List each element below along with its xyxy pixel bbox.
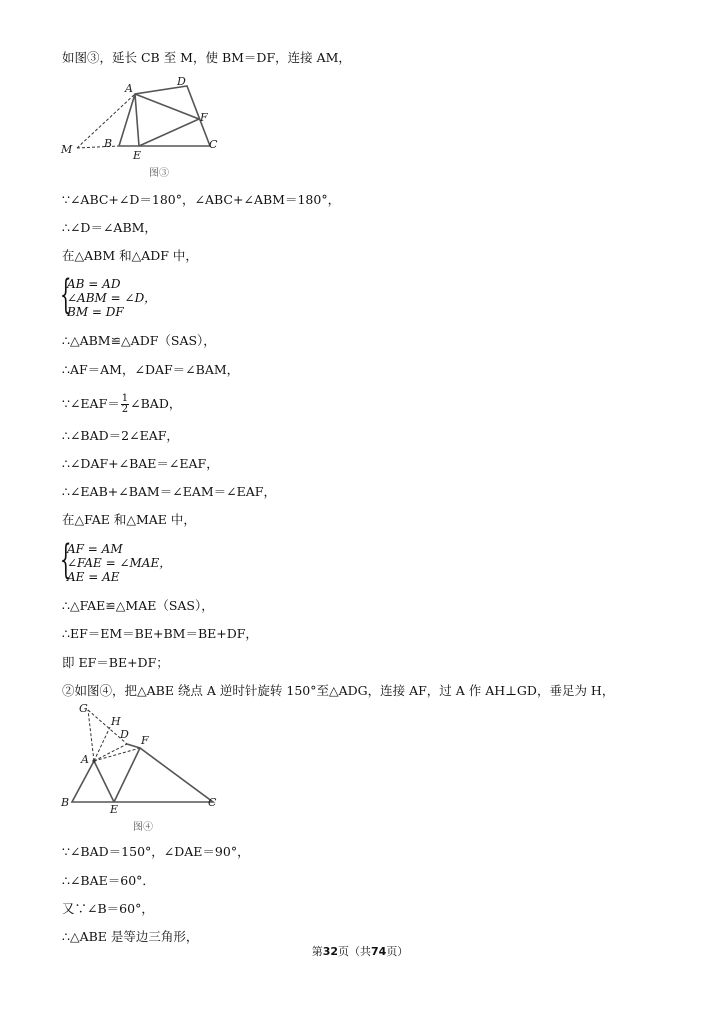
system-row: AE = AE <box>67 570 120 584</box>
figure-caption: 图③ <box>149 168 169 179</box>
text-line: ∴△ABE 是等边三角形， <box>62 929 199 944</box>
text-line: ∴∠D＝∠ABM， <box>62 220 157 235</box>
triangle-outline <box>72 748 213 802</box>
segment-ah <box>94 727 110 761</box>
segment-ef <box>139 119 199 146</box>
system-row: ∠ABM = ∠D， <box>67 291 157 305</box>
segment-ae <box>94 761 114 802</box>
system-row: BM = DF <box>67 305 124 319</box>
text-line: ∴AF＝AM，∠DAF＝∠BAM， <box>62 362 240 377</box>
brace: { <box>60 272 72 318</box>
text-line: ∴△ABM≌△ADF（SAS）， <box>62 333 216 348</box>
page-number: 32 <box>322 945 338 958</box>
figure-4 <box>55 700 230 840</box>
label-b: B <box>61 796 70 809</box>
text-line: 在△ABM 和△ADF 中， <box>62 248 198 263</box>
label-g: G <box>79 702 88 715</box>
text-line: 又∵∠B＝60°， <box>62 901 154 916</box>
label-c: C <box>208 796 217 809</box>
text-line: ②如图④，把△ABE 绕点 A 逆时针旋转 150°至△ADG，连接 AF，过 A 作 AH⊥GD，垂足为 H， <box>62 683 615 698</box>
label-a: A <box>81 753 89 766</box>
figure-caption: 图④ <box>133 822 153 833</box>
label-e: E <box>133 149 142 162</box>
page-total: 74 <box>371 945 387 958</box>
text-line: ∴∠BAD＝2∠EAF， <box>62 428 179 443</box>
text-line: 即 EF＝BE+DF； <box>62 655 169 670</box>
label-b: B <box>104 137 113 150</box>
text-line: ∴EF＝EM＝BE+BM＝BE+DF， <box>62 626 258 641</box>
label-d: D <box>177 75 186 88</box>
text-line: ∵∠ABC+∠D＝180°，∠ABC+∠ABM＝180°， <box>62 192 341 207</box>
text-line: ∴∠BAE＝60°． <box>62 873 155 888</box>
system-row: AB = AD <box>67 277 121 291</box>
text-line: ∴∠DAF+∠BAE＝∠EAF， <box>62 456 219 471</box>
label-m: M <box>61 143 73 156</box>
label-a: A <box>125 82 133 95</box>
segment-ad <box>94 744 127 761</box>
system-row: AF = AM <box>67 542 123 556</box>
brace: { <box>60 537 72 583</box>
label-f: F <box>200 111 208 124</box>
text-line: ∴△FAE≌△MAE（SAS）， <box>62 598 214 613</box>
segment-af <box>135 94 199 119</box>
text-line: ∵∠BAD＝150°，∠DAE＝90°， <box>62 844 250 859</box>
segment-ae <box>135 94 139 146</box>
label-h: H <box>111 715 121 728</box>
figure-3 <box>55 72 235 182</box>
label-f: F <box>141 734 149 747</box>
label-e: E <box>110 803 119 816</box>
text-line: ∴∠EAB+∠BAM＝∠EAM＝∠EAF， <box>62 484 276 499</box>
system-row: ∠FAE = ∠MAE， <box>67 556 172 570</box>
text-line: 如图③，延长 CB 至 M，使 BM＝DF，连接 AM， <box>62 50 351 65</box>
quadrilateral-abcd <box>119 86 210 146</box>
text-line: 在△FAE 和△MAE 中， <box>62 512 196 527</box>
point-a <box>92 759 95 762</box>
segment-af <box>94 748 140 761</box>
label-c: C <box>209 138 218 151</box>
segment-mb <box>77 146 119 148</box>
label-d: D <box>120 728 129 741</box>
fraction: $\frac{1}{2}$ <box>121 393 129 415</box>
segment-df <box>127 744 140 748</box>
page-footer: 第32页（共74页） <box>311 945 409 958</box>
text-line-fraction: ∵∠EAF＝ $\frac{1}{2}$ ∠BAD， <box>62 393 182 415</box>
